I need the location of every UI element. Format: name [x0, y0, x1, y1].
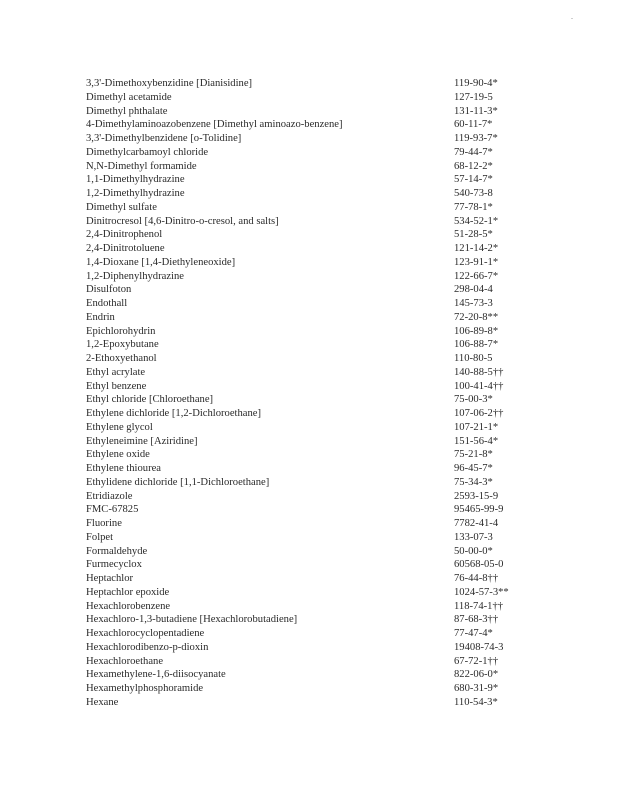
chemical-name: Ethyl chloride [Chloroethane] [86, 394, 214, 406]
list-item [86, 91, 546, 105]
list-item [86, 476, 546, 490]
chemical-name: 3,3'-Dimethylbenzidene [o-Tolidine] [86, 133, 242, 144]
chemical-name: Ethylidene dichloride [1,1-Dichloroethane] [86, 476, 270, 488]
cas-number: 19408-74-3 [454, 641, 504, 653]
list-item [86, 641, 546, 655]
list-item [86, 435, 546, 449]
list-item [86, 297, 546, 311]
cas-number: 100-41-4†† [454, 380, 504, 392]
cas-number: 96-45-7* [454, 463, 493, 474]
list-item [86, 545, 546, 559]
chemical-name: 1,4-Dioxane [1,4-Diethyleneoxide] [86, 256, 236, 268]
cas-number: 119-93-7* [454, 133, 498, 144]
chemical-name: 1,2-Diphenylhydrazine [86, 270, 184, 282]
chemical-name: Hexane [86, 696, 119, 708]
list-item [86, 655, 546, 669]
chemical-name: Hexachlorodibenzo-p-dioxin [86, 641, 209, 653]
list-item [86, 366, 546, 380]
list-item [86, 380, 546, 394]
chemical-name: 4-Dimethylaminoazobenzene [Dimethyl aminoazo-benzene] [86, 119, 343, 131]
cas-number: 75-34-3* [454, 476, 493, 488]
cas-number: 119-90-4* [454, 78, 498, 89]
list-item [86, 531, 546, 545]
cas-number: 75-00-3* [454, 394, 493, 406]
cas-number: 60568-05-0 [454, 559, 504, 571]
chemical-name: 2,4-Dinitrotoluene [86, 243, 165, 254]
chemical-name: Dimethylcarbamoyl chloride [86, 146, 209, 158]
cas-number: 106-89-8* [454, 325, 499, 337]
chemical-name: Hexachlorobenzene [86, 600, 171, 612]
chemical-name: Hexachlorocyclopentadiene [86, 628, 205, 639]
cas-number: 140-88-5†† [454, 366, 504, 378]
list-item [86, 338, 546, 352]
list-item [86, 118, 546, 132]
chemical-name: Heptachlor [86, 573, 134, 584]
list-item [86, 77, 546, 91]
list-item [86, 105, 546, 119]
cas-number: 680-31-9* [454, 683, 499, 694]
list-item [86, 600, 546, 614]
cas-number: 60-11-7* [454, 119, 493, 131]
cas-number: 151-56-4* [454, 435, 499, 447]
list-item [86, 160, 546, 174]
chemical-name: Fluorine [86, 518, 122, 529]
list-item [86, 242, 546, 256]
chemical-name: Formaldehyde [86, 545, 148, 557]
list-item [86, 448, 546, 462]
list-item [86, 490, 546, 504]
cas-number: 122-66-7* [454, 270, 499, 282]
chemical-name: 1,1-Dimethylhydrazine [86, 174, 185, 186]
cas-number: 50-00-0* [454, 545, 493, 557]
chemical-name: 1,2-Dimethylhydrazine [86, 188, 185, 199]
cas-number: 95465-99-9 [454, 504, 504, 516]
list-item [86, 558, 546, 572]
chemical-name: Hexamethylphosphoramide [86, 683, 204, 694]
list-item [86, 696, 546, 710]
cas-number: 110-54-3* [454, 696, 498, 708]
chemical-name: Dinitrocresol [4,6-Dinitro-o-cresol, and salts] [86, 215, 279, 227]
cas-number: 131-11-3* [454, 105, 498, 117]
chemical-name: FMC-67825 [86, 504, 139, 516]
chemical-name: Dimethyl sulfate [86, 201, 157, 213]
list-item [86, 352, 546, 366]
chemical-name: 1,2-Epoxybutane [86, 339, 159, 351]
cas-number: 68-12-2* [454, 160, 493, 172]
cas-number: 72-20-8** [454, 311, 499, 323]
cas-number: 77-47-4* [454, 628, 493, 639]
cas-number: 7782-41-4 [454, 518, 499, 529]
cas-number: 51-28-5* [454, 229, 493, 241]
list-item [86, 462, 546, 476]
cas-number: 540-73-8 [454, 188, 493, 199]
chemical-name: Heptachlor epoxide [86, 586, 170, 598]
list-item [86, 627, 546, 641]
chemical-name: Endothall [86, 298, 128, 309]
cas-number: 110-80-5 [454, 353, 493, 364]
cas-number: 118-74-1†† [454, 600, 504, 612]
cas-number: 127-19-5 [454, 91, 493, 103]
list-item [86, 668, 546, 682]
chemical-name: N,N-Dimethyl formamide [86, 160, 197, 172]
cas-number: 1024-57-3** [454, 586, 509, 598]
list-item [86, 201, 546, 215]
cas-number: 67-72-1†† [454, 655, 499, 667]
chemical-name: Ethylene oxide [86, 449, 150, 461]
list-item [86, 311, 546, 325]
list-item [86, 572, 546, 586]
chemical-list [86, 77, 546, 710]
cas-number: 87-68-3†† [454, 614, 499, 626]
cas-number: 106-88-7* [454, 339, 499, 351]
list-item [86, 215, 546, 229]
chemical-name: Hexachloroethane [86, 655, 164, 667]
chemical-name: 3,3'-Dimethoxybenzidine [Dianisidine] [86, 78, 253, 89]
list-item [86, 187, 546, 201]
chemical-name: Hexachloro-1,3-butadiene [Hexachlorobutadiene] [86, 614, 298, 626]
chemical-name: Ethyl benzene [86, 380, 147, 392]
cas-number: 123-91-1* [454, 256, 499, 268]
list-item [86, 270, 546, 284]
list-item [86, 325, 546, 339]
list-item [86, 517, 546, 531]
list-item [86, 613, 546, 627]
list-item [86, 256, 546, 270]
chemical-name: Ethyl acrylate [86, 366, 146, 378]
chemical-name: Dimethyl acetamide [86, 91, 172, 103]
list-item [86, 132, 546, 146]
cas-number: 107-21-1* [454, 421, 499, 433]
cas-number: 822-06-0* [454, 669, 499, 681]
list-item [86, 682, 546, 696]
list-item [86, 228, 546, 242]
chemical-name: Ethylene thiourea [86, 463, 162, 474]
list-item [86, 421, 546, 435]
list-item [86, 407, 546, 421]
cas-number: 534-52-1* [454, 215, 499, 227]
cas-number: 121-14-2* [454, 243, 499, 254]
chemical-name: Epichlorohydrin [86, 325, 156, 337]
chemical-name: Folpet [86, 531, 114, 543]
chemical-name: 2-Ethoxyethanol [86, 353, 157, 364]
cas-number: 79-44-7* [454, 146, 493, 158]
cas-number: 2593-15-9 [454, 490, 499, 502]
list-item [86, 283, 546, 297]
chemical-name: 2,4-Dinitrophenol [86, 229, 163, 241]
cas-number: 145-73-3 [454, 298, 493, 309]
chemical-name: Ethyleneimine [Aziridine] [86, 435, 198, 447]
list-item [86, 146, 546, 160]
chemical-name: Hexamethylene-1,6-diisocyanate [86, 669, 226, 681]
chemical-name: Ethylene glycol [86, 421, 153, 433]
chemical-name: Etridiazole [86, 490, 133, 502]
cas-number: 57-14-7* [454, 174, 493, 186]
chemical-name: Furmecyclox [86, 559, 142, 571]
cas-number: 76-44-8†† [454, 573, 499, 584]
cas-number: 133-07-3 [454, 531, 493, 543]
chemical-name: Ethylene dichloride [1,2-Dichloroethane] [86, 408, 262, 419]
cas-number: 75-21-8* [454, 449, 493, 461]
list-item [86, 503, 546, 517]
scan-speck [571, 18, 573, 19]
list-item [86, 173, 546, 187]
chemical-name: Dimethyl phthalate [86, 105, 168, 117]
chemical-name: Disulfoton [86, 284, 132, 296]
cas-number: 107-06-2†† [454, 408, 504, 419]
cas-number: 298-04-4 [454, 284, 493, 296]
list-item [86, 586, 546, 600]
chemical-name: Endrin [86, 311, 115, 323]
cas-number: 77-78-1* [454, 201, 493, 213]
list-item [86, 393, 546, 407]
